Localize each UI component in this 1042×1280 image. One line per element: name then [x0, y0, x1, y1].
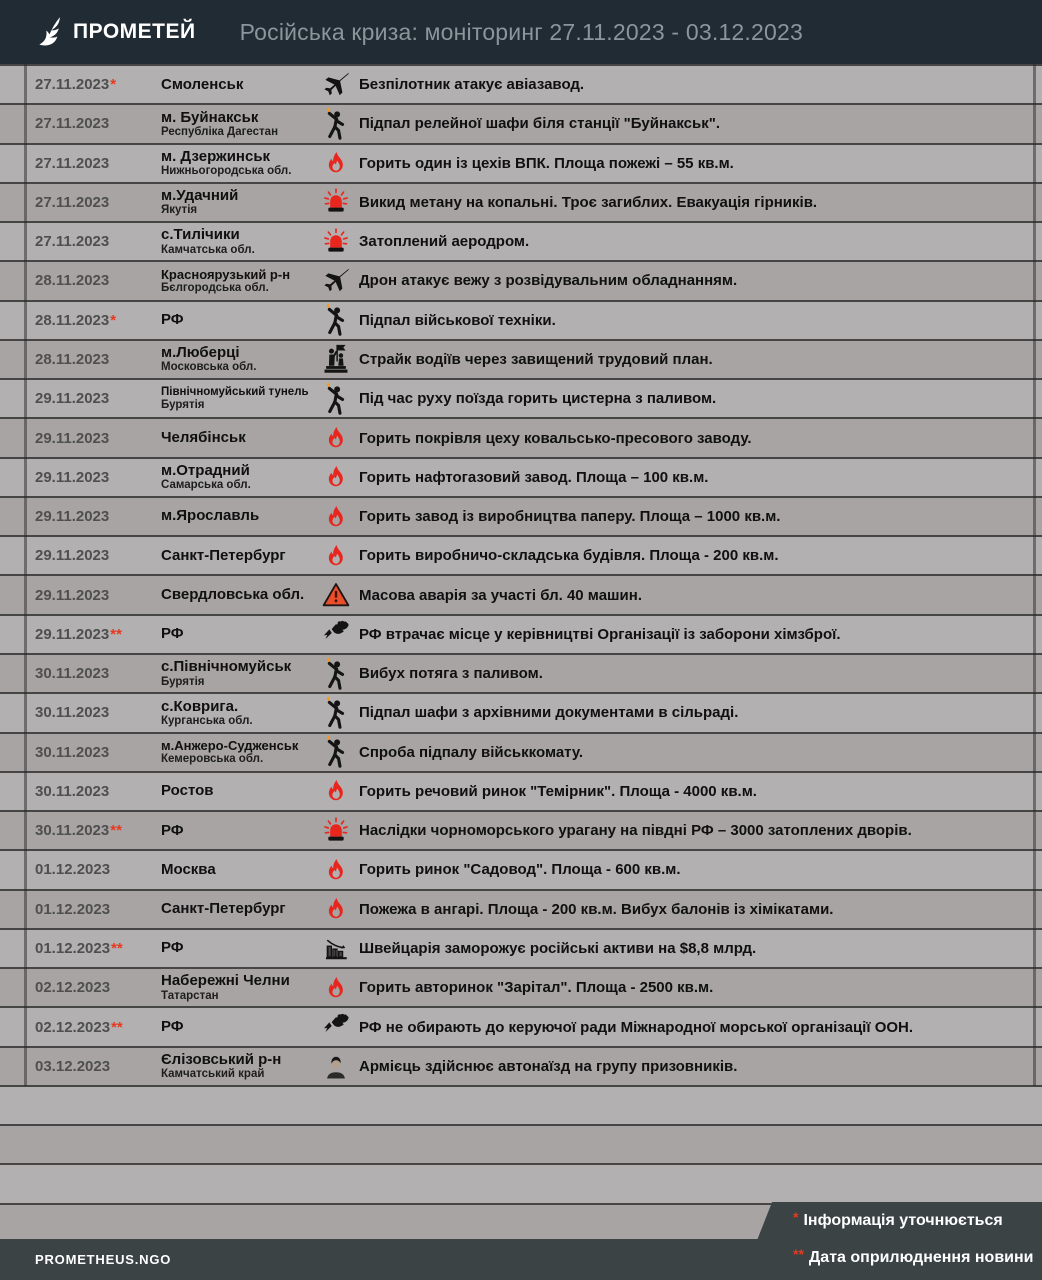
- prometheus-logo: [33, 13, 196, 51]
- fire-icon: [313, 896, 359, 922]
- date-asterisk: **: [111, 1018, 123, 1036]
- event-date: 27.11.2023: [35, 154, 110, 172]
- event-date: 29.11.2023: [35, 390, 110, 408]
- event-description: Вибух потяга з паливом.: [359, 665, 543, 683]
- table-row: [0, 653, 1042, 692]
- table-row: [0, 849, 1042, 888]
- event-location: Красноярузький р-н: [161, 266, 291, 282]
- event-date: 27.11.2023: [35, 76, 110, 94]
- event-date: 03.12.2023: [35, 1057, 111, 1075]
- table-row: [0, 378, 1042, 417]
- soldier-icon: [313, 1050, 359, 1082]
- event-date: 30.11.2023: [35, 704, 110, 722]
- event-description: Страйк водіїв через завищений трудовий план.: [359, 350, 713, 368]
- table-row: [0, 1046, 1042, 1085]
- table-row: [0, 614, 1042, 653]
- event-location: м. Буйнакськ: [161, 108, 259, 126]
- event-region: Республіка Дагестан: [161, 125, 279, 138]
- event-location: Північномуйський тунель: [161, 386, 309, 399]
- event-description: Безпілотник атакує авіазавод.: [359, 76, 585, 94]
- empty-row: [0, 1124, 1042, 1163]
- event-location: РФ: [161, 821, 184, 839]
- event-date: 02.12.2023: [35, 979, 111, 997]
- date-asterisk: *: [110, 311, 117, 329]
- event-date: 27.11.2023: [35, 233, 110, 251]
- event-date: 30.11.2023: [35, 665, 110, 683]
- event-location: м. Дзержинськ: [161, 147, 271, 165]
- date-asterisk: **: [110, 822, 122, 840]
- fire-icon: [313, 425, 359, 451]
- location-cell: [161, 973, 313, 1002]
- location-cell: [161, 587, 313, 603]
- table-row: [0, 967, 1042, 1006]
- left-border-line: [24, 64, 27, 1086]
- table-row: [0, 496, 1042, 535]
- event-description: Горить нафтогазовий завод. Площа – 100 кв.м.: [359, 468, 709, 486]
- event-description: Армієць здійснює автонаїзд на групу призовників.: [359, 1057, 738, 1075]
- event-date: 01.12.2023: [35, 900, 111, 918]
- event-description: Затоплений аеродром.: [359, 233, 530, 251]
- location-cell: [161, 1019, 313, 1035]
- location-cell: [161, 508, 313, 524]
- event-location: м.Удачний: [161, 187, 239, 205]
- event-location: Єлізовський р-н: [161, 1050, 282, 1068]
- footnote-double-asterisk: [792, 1246, 1034, 1267]
- warning-icon: [313, 581, 359, 609]
- event-location: Смоленськ: [161, 75, 244, 93]
- event-region: Бурятія: [161, 398, 205, 411]
- fire-icon: [313, 150, 359, 176]
- event-description: Масова аварія за участі бл. 40 машин.: [359, 586, 643, 604]
- event-location: Ростов: [161, 782, 214, 800]
- location-cell: [161, 626, 313, 642]
- asterisk-marker: **: [793, 1246, 804, 1262]
- table-row: [0, 535, 1042, 574]
- event-date: 01.12.2023: [35, 861, 111, 879]
- event-description: Викид метану на копальні. Троє загиблих. Евакуація гірників.: [359, 193, 818, 211]
- location-cell: [161, 940, 313, 956]
- asterisk-marker: *: [793, 1209, 799, 1225]
- location-cell: [161, 312, 313, 328]
- event-description: Горить виробничо-складська будівля. Площа - 200 кв.м.: [359, 547, 779, 565]
- arsonist-icon: [313, 694, 359, 732]
- event-description: Горить один із цехів ВПК. Площа пожежі – 55 кв.м.: [359, 154, 734, 172]
- event-region: Московська обл.: [161, 361, 257, 374]
- table-row: [0, 928, 1042, 967]
- event-location: м.Люберці: [161, 344, 240, 362]
- event-location: Свердловська обл.: [161, 585, 305, 603]
- table-row: [0, 143, 1042, 182]
- event-date: 01.12.2023: [35, 939, 111, 957]
- event-description: Наслідки чорноморського урагану на півдні РФ – 3000 затоплених дворів.: [359, 822, 912, 840]
- reject-icon: [313, 619, 359, 649]
- event-date: 28.11.2023: [35, 350, 110, 368]
- event-location: с.Тилічики: [161, 226, 240, 244]
- event-location: РФ: [161, 625, 184, 643]
- table-row: [0, 889, 1042, 928]
- event-location: РФ: [161, 1017, 184, 1035]
- event-location: Санкт-Петербург: [161, 900, 286, 918]
- event-date: 30.11.2023: [35, 743, 110, 761]
- siren-icon: [313, 188, 359, 216]
- event-date: 29.11.2023: [35, 586, 110, 604]
- fire-icon: [313, 543, 359, 569]
- event-region: Камчатський край: [161, 1068, 265, 1081]
- event-location: м.Ярославль: [161, 507, 260, 525]
- table-row: [0, 182, 1042, 221]
- event-description: Горить речовий ринок "Темірник". Площа - 4000 кв.м.: [359, 782, 757, 800]
- location-cell: [161, 345, 313, 374]
- event-description: Горить ринок "Садовод". Площа - 600 кв.м.: [359, 861, 681, 879]
- footnote-text: Дата оприлюднення новини: [808, 1249, 1034, 1266]
- event-region: Нижньогородська обл.: [161, 165, 292, 178]
- event-date: 29.11.2023: [35, 508, 110, 526]
- location-cell: [161, 463, 313, 492]
- table-row: [0, 260, 1042, 299]
- event-date: 28.11.2023: [35, 272, 110, 290]
- table-row: [0, 339, 1042, 378]
- event-date: 29.11.2023: [35, 468, 110, 486]
- location-cell: [161, 699, 313, 728]
- location-cell: [161, 901, 313, 917]
- siren-icon: [313, 817, 359, 845]
- event-region: Бєлгородська обл.: [161, 281, 269, 294]
- event-description: Підпал релейної шафи біля станції "Буйнакськ".: [359, 115, 721, 133]
- footer: [0, 1202, 1042, 1280]
- event-description: Швейцарія заморожує російські активи на $8,8 млрд.: [359, 939, 757, 957]
- event-region: Кемеровська обл.: [161, 752, 264, 765]
- location-cell: [161, 659, 313, 688]
- location-cell: [161, 823, 313, 839]
- flame-logo-icon: [33, 13, 67, 51]
- event-location: РФ: [161, 939, 184, 957]
- event-description: Горить завод із виробництва паперу. Площа – 1000 кв.м.: [359, 508, 781, 526]
- event-description: Підпал шафи з архівними документами в сільраді.: [359, 704, 739, 722]
- event-location: Набережні Челни: [161, 972, 290, 990]
- location-cell: [161, 268, 313, 294]
- location-cell: [161, 110, 313, 139]
- table-row: [0, 732, 1042, 771]
- table-row: [0, 1006, 1042, 1045]
- fire-icon: [313, 504, 359, 530]
- event-date: 28.11.2023: [35, 311, 110, 329]
- table-row: [0, 457, 1042, 496]
- event-description: Горить авторинок "Зарітал". Площа - 2500 кв.м.: [359, 979, 714, 997]
- footnote-single-asterisk: [792, 1209, 1003, 1230]
- table-row: [0, 771, 1042, 810]
- table-row: [0, 300, 1042, 339]
- table-row: [0, 103, 1042, 142]
- siren-icon: [313, 228, 359, 256]
- event-region: Курганська обл.: [161, 714, 253, 727]
- event-description: РФ втрачає місце у керівництві Організації із заборони хімзброї.: [359, 625, 841, 643]
- event-description: Пожежа в ангарі. Площа - 200 кв.м. Вибух балонів із хімікатами.: [359, 900, 834, 918]
- location-cell: [161, 77, 313, 93]
- event-date: 30.11.2023: [35, 782, 110, 800]
- chart-down-icon: [313, 934, 359, 962]
- fire-icon: [313, 464, 359, 490]
- event-region: Бурятія: [161, 675, 205, 688]
- event-location: м.Отрадний: [161, 461, 250, 479]
- header-bar: [0, 0, 1042, 64]
- logo-text: ПРОМЕТЕЙ: [73, 20, 196, 43]
- location-cell: [161, 227, 313, 256]
- event-description: Горить покрівля цеху ковальсько-пресового заводу.: [359, 429, 752, 447]
- arsonist-icon: [313, 301, 359, 339]
- location-cell: [161, 862, 313, 878]
- location-cell: [161, 386, 313, 411]
- location-cell: [161, 1052, 313, 1081]
- empty-row: [0, 1085, 1042, 1124]
- event-location: с.Північномуйськ: [161, 658, 292, 676]
- event-location: Москва: [161, 860, 216, 878]
- site-url: PROMETHEUS.NGO: [35, 1252, 172, 1267]
- date-asterisk: **: [111, 939, 123, 957]
- footnote-text: Інформація уточнюється: [803, 1212, 1003, 1229]
- table-row: [0, 810, 1042, 849]
- event-date: 29.11.2023: [35, 547, 110, 565]
- reject-icon: [313, 1012, 359, 1042]
- event-region: Самарська обл.: [161, 479, 251, 492]
- event-region: Камчатська обл.: [161, 243, 255, 256]
- arsonist-icon: [313, 733, 359, 771]
- table-row: [0, 64, 1042, 103]
- event-description: Дрон атакує вежу з розвідувальним обладнанням.: [359, 272, 738, 290]
- event-date: 02.12.2023: [35, 1018, 111, 1036]
- event-date: 30.11.2023: [35, 822, 110, 840]
- event-description: Під час руху поїзда горить цистерна з паливом.: [359, 390, 717, 408]
- event-date: 27.11.2023: [35, 193, 110, 211]
- event-location: РФ: [161, 311, 184, 329]
- strike-icon: [313, 341, 359, 377]
- arsonist-icon: [313, 380, 359, 418]
- table-row: [0, 692, 1042, 731]
- drone-icon: [313, 266, 359, 296]
- event-location: с.Коврига.: [161, 697, 239, 715]
- event-description: РФ не обирають до керуючої ради Міжнародної морської організації ООН.: [359, 1018, 914, 1036]
- event-location: м.Анжеро-Судженськ: [161, 737, 299, 753]
- event-location: Санкт-Петербург: [161, 546, 286, 564]
- event-date: 29.11.2023: [35, 429, 110, 447]
- fire-icon: [313, 857, 359, 883]
- event-date: 27.11.2023: [35, 115, 110, 133]
- arsonist-icon: [313, 105, 359, 143]
- location-cell: [161, 783, 313, 799]
- event-date: 29.11.2023: [35, 625, 110, 643]
- date-asterisk: *: [110, 76, 117, 94]
- location-cell: [161, 188, 313, 217]
- arsonist-icon: [313, 655, 359, 693]
- table-row: [0, 221, 1042, 260]
- table-row: [0, 417, 1042, 456]
- date-asterisk: **: [110, 625, 122, 643]
- table-row: [0, 574, 1042, 613]
- fire-icon: [313, 975, 359, 1001]
- empty-row: [0, 1163, 1042, 1202]
- location-cell: [161, 149, 313, 178]
- page-title: Російська криза: моніторинг 27.11.2023 - 03.12.2023: [239, 18, 803, 45]
- event-region: Татарстан: [161, 989, 219, 1002]
- fire-icon: [313, 778, 359, 804]
- event-description: Спроба підпалу військкомату.: [359, 743, 584, 761]
- location-cell: [161, 430, 313, 446]
- drone-icon: [313, 70, 359, 100]
- events-table: [0, 64, 1042, 1242]
- event-description: Підпал військової техніки.: [359, 311, 556, 329]
- event-location: Челябінськ: [161, 428, 246, 446]
- event-region: Якутія: [161, 204, 198, 217]
- right-border-line: [1033, 64, 1036, 1086]
- location-cell: [161, 739, 313, 765]
- location-cell: [161, 548, 313, 564]
